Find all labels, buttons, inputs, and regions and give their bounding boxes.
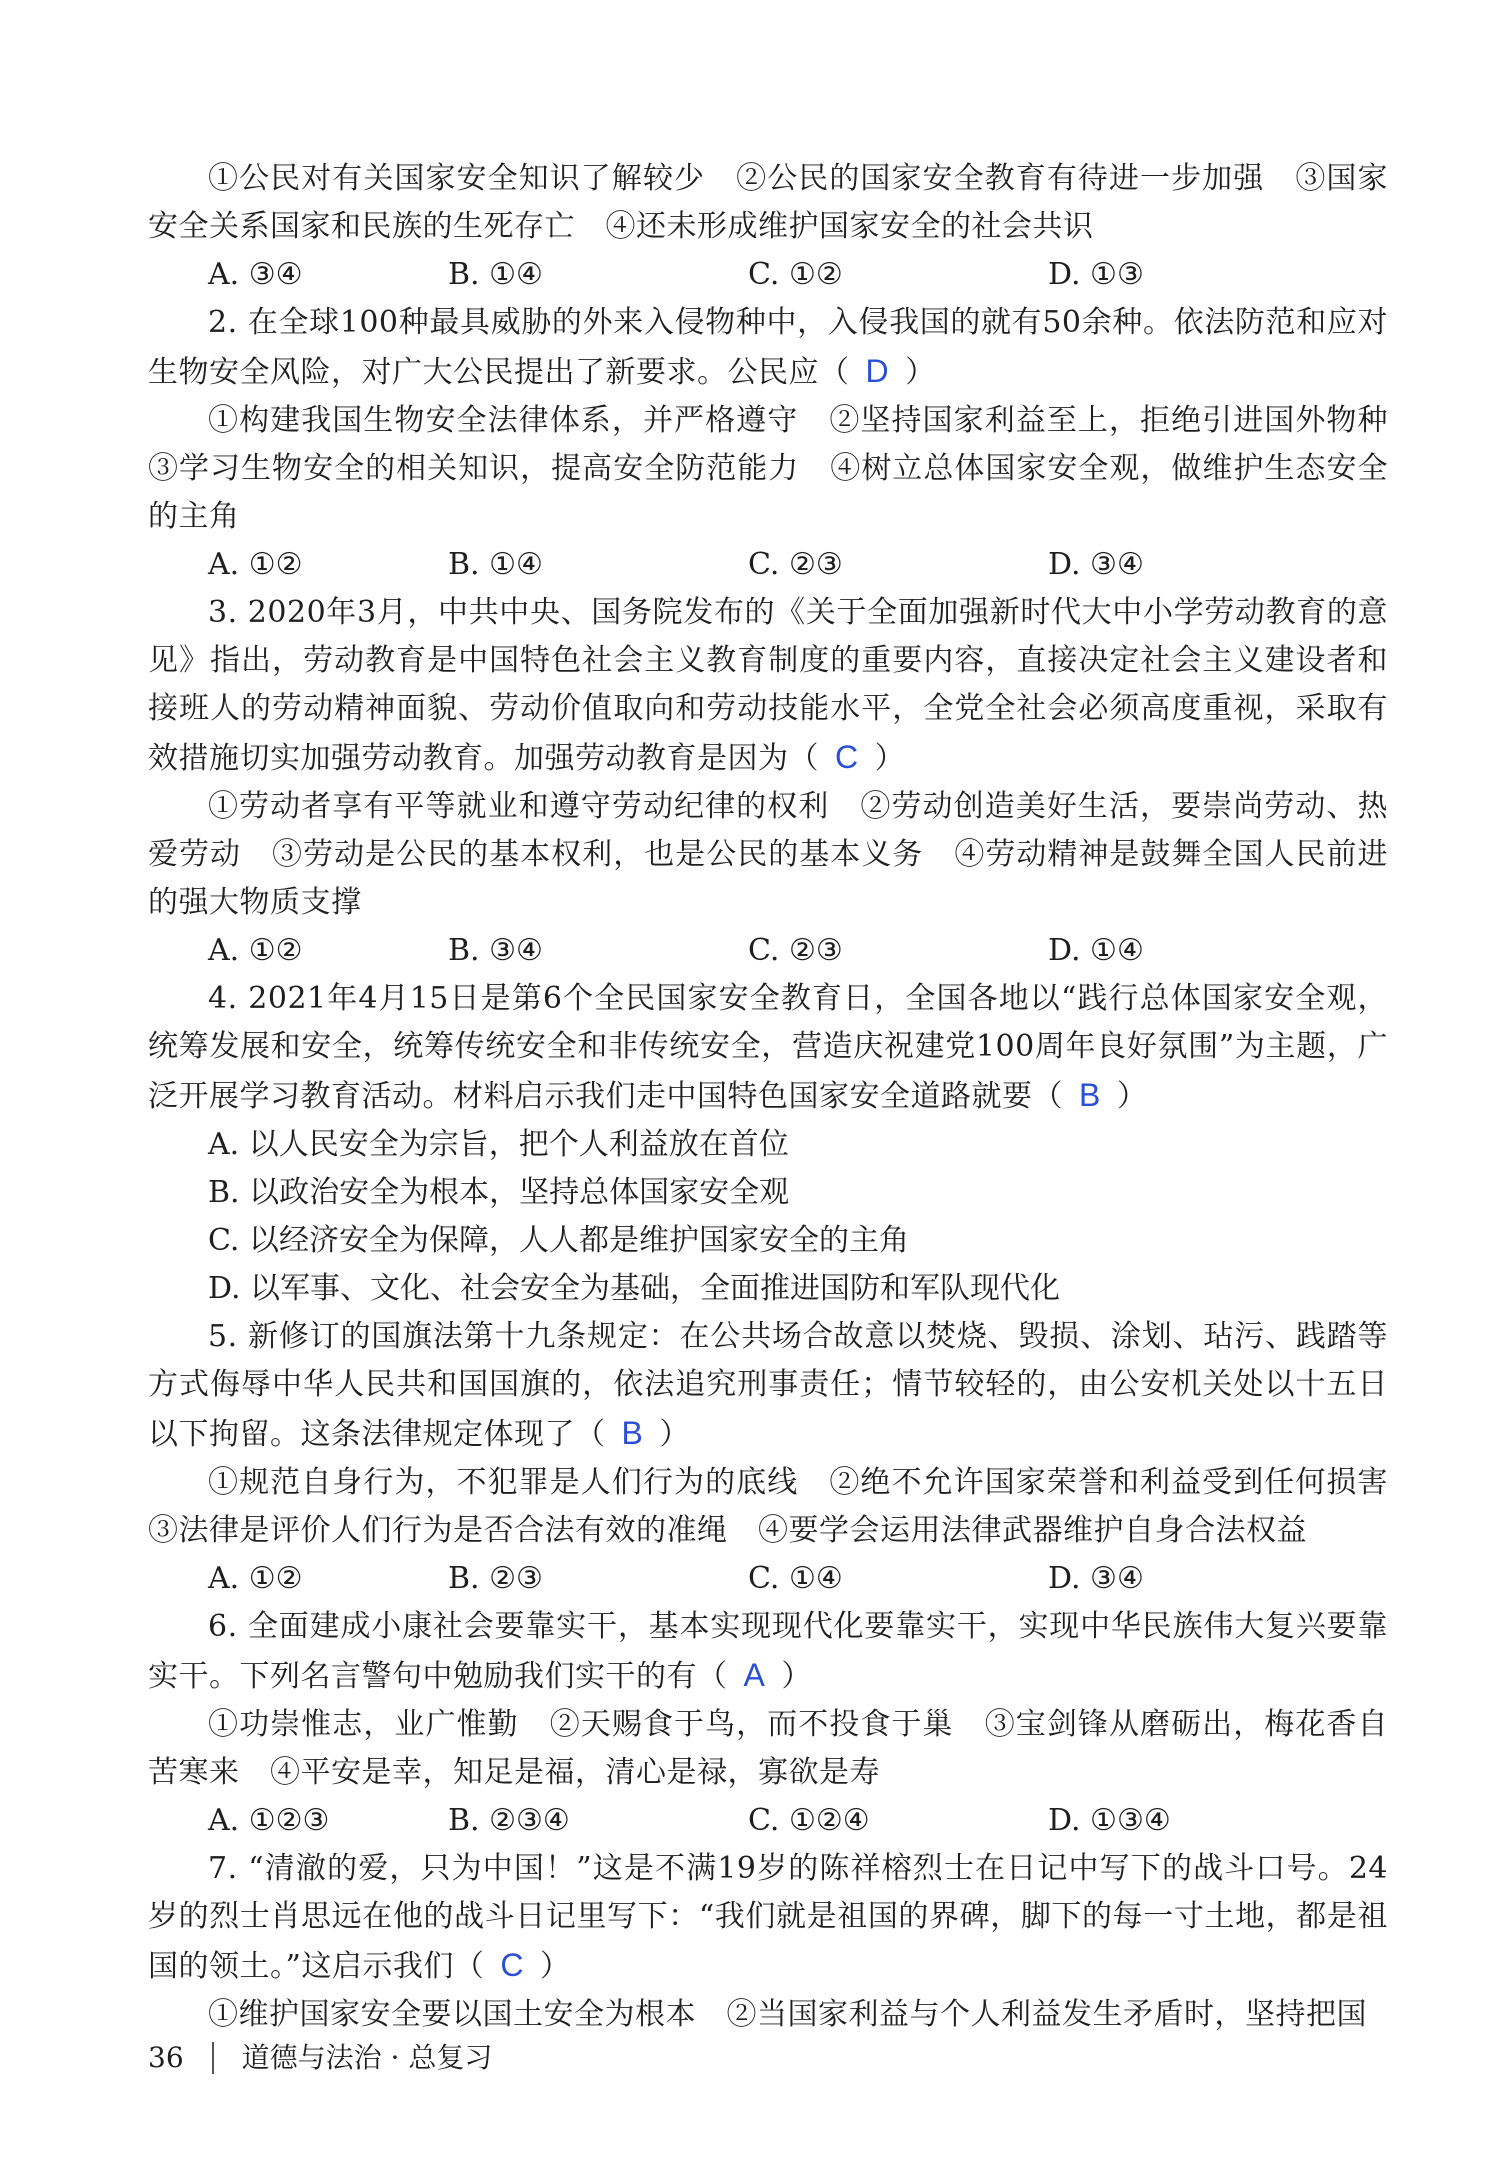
q6-option-c: C. ①②④ (748, 1803, 870, 1838)
q2-option-a: A. ①② (208, 547, 303, 582)
q2-options (148, 541, 1388, 589)
q3-answer: C (835, 739, 859, 775)
q5-option-b: B. ②③ (448, 1561, 543, 1596)
q3-option-a: A. ①② (208, 933, 303, 968)
q7-stem (148, 1845, 1388, 1991)
q2-stem-text: 2. 在全球100种最具威胁的外来入侵物种中，入侵我国的就有50余种。依法防范和应对生物安全风险，对广大公民提出了新要求。公民应（ (148, 305, 1388, 390)
q4-option-a: A. 以人民安全为宗旨，把个人利益放在首位 (208, 1127, 789, 1162)
q7-stem-close: ） (539, 1949, 571, 1984)
q6-statements: ①功崇惟志，业广惟勤 ②天赐食于鸟，而不投食于巢 ③宝剑锋从磨砺出，梅花香自苦寒来 ④平安是幸，知足是福，清心是禄，寡欲是寿 (148, 1707, 1388, 1790)
q5-stem-close: ） (659, 1417, 690, 1452)
q6-stem-text: 6. 全面建成小康社会要靠实干，基本实现现代化要靠实干，实现中华民族伟大复兴要靠实干。下列名言警句中勉励我们实干的有（ (148, 1609, 1388, 1694)
footer-divider (212, 2042, 214, 2074)
q7-stem-text: 7. “清澈的爱，只为中国！”这是不满19岁的陈祥榕烈士在日记中写下的战斗口号。24岁的烈士肖思远在他的战斗日记里写下：“我们就是祖国的界碑，脚下的每一寸土地，都是祖国的领土。”这启示我们（ (148, 1851, 1388, 1984)
q3-stem-close: ） (874, 741, 906, 776)
q4-answer: B (1079, 1077, 1101, 1113)
q7-answer: C (500, 1947, 524, 1983)
q5-option-a: A. ①② (208, 1561, 303, 1596)
q7-statements: ①维护国家安全要以国土安全为根本 ②当国家利益与个人利益发生矛盾时，坚持把国 (208, 1997, 1367, 2032)
q2-option-d: D. ③④ (1048, 547, 1144, 582)
q3-options (148, 927, 1388, 975)
q3-stem-text: 3. 2020年3月，中共中央、国务院发布的《关于全面加强新时代大中小学劳动教育的意见》指出，劳动教育是中国特色社会主义教育制度的重要内容，直接决定社会主义建设者和接班人的劳动精神面貌、劳动价值取向和劳动技能水平，全党全社会必须高度重视，采取有效措施切实加强劳动教育。加强劳动教育是因为（ (148, 595, 1388, 776)
q2-stem (148, 299, 1388, 397)
q1-option-b: B. ①④ (448, 257, 543, 292)
q4-option-c: C. 以经济安全为保障，人人都是维护国家安全的主角 (208, 1223, 909, 1258)
q5-stem-text: 5. 新修订的国旗法第十九条规定：在公共场合故意以焚烧、毁损、涂划、玷污、践踏等方式侮辱中华人民共和国国旗的，依法追究刑事责任；情节较轻的，由公安机关处以十五日以下拘留。这条法律规定体现了（ (148, 1319, 1388, 1452)
q4-option-b: B. 以政治安全为根本，坚持总体国家安全观 (208, 1175, 790, 1210)
page-footer (148, 2038, 492, 2078)
q5-option-d: D. ③④ (1048, 1561, 1144, 1596)
q3-stem (148, 589, 1388, 783)
q3-option-d: D. ①④ (1048, 933, 1144, 968)
q3-option-b: B. ③④ (448, 933, 543, 968)
q3-option-c: C. ②③ (748, 933, 843, 968)
q2-stem-close: ） (905, 355, 936, 390)
q5-option-c: C. ①④ (748, 1561, 843, 1596)
q6-option-b: B. ②③④ (448, 1803, 570, 1838)
q4-stem-close: ） (1116, 1079, 1148, 1114)
q5-statements: ①规范自身行为，不犯罪是人们行为的底线 ②绝不允许国家荣誉和利益受到任何损害 ③法律是评价人们行为是否合法有效的准绳 ④要学会运用法律武器维护自身合法权益 (148, 1465, 1388, 1548)
q4-stem (148, 975, 1388, 1121)
q3-statements: ①劳动者享有平等就业和遵守劳动纪律的权利 ②劳动创造美好生活，要崇尚劳动、热爱劳动 ③劳动是公民的基本权利，也是公民的基本义务 ④劳动精神是鼓舞全国人民前进的强大物质支撑 (148, 789, 1388, 920)
q2-statements: ①构建我国生物安全法律体系，并严格遵守 ②坚持国家利益至上，拒绝引进国外物种 ③学习生物安全的相关知识，提高安全防范能力 ④树立总体国家安全观，做维护生态安全的主角 (148, 403, 1388, 534)
q5-options (148, 1555, 1388, 1603)
q6-option-a: A. ①②③ (208, 1803, 330, 1838)
question-content (148, 155, 1388, 2039)
q5-answer: B (621, 1415, 644, 1451)
q1-options (148, 251, 1388, 299)
q6-options (148, 1797, 1388, 1845)
q6-stem-close: ） (781, 1659, 812, 1694)
q1-statements: ①公民对有关国家安全知识了解较少 ②公民的国家安全教育有待进一步加强 ③国家安全关系国家和民族的生死存亡 ④还未形成维护国家安全的社会共识 (148, 161, 1388, 244)
q1-option-d: D. ①③ (1048, 257, 1144, 292)
q6-option-d: D. ①③④ (1048, 1803, 1171, 1838)
q1-option-a: A. ③④ (208, 257, 303, 292)
q4-option-d: D. 以军事、文化、社会安全为基础，全面推进国防和军队现代化 (208, 1271, 1061, 1306)
q2-option-b: B. ①④ (448, 547, 543, 582)
q4-stem-text: 4. 2021年4月15日是第6个全民国家安全教育日，全国各地以“践行总体国家安全观，统筹发展和安全，统筹传统安全和非传统安全，营造庆祝建党100周年良好氛围”为主题，广泛开展学习教育活动。材料启示我们走中国特色国家安全道路就要（ (148, 981, 1388, 1114)
q6-stem (148, 1603, 1388, 1701)
page-number: 36 (148, 2041, 184, 2074)
q2-answer: D (865, 353, 890, 389)
q5-stem (148, 1313, 1388, 1459)
book-title: 道德与法治 · 总复习 (241, 2041, 493, 2074)
q1-option-c: C. ①② (748, 257, 843, 292)
q6-answer: A (743, 1657, 766, 1693)
q2-option-c: C. ②③ (748, 547, 843, 582)
